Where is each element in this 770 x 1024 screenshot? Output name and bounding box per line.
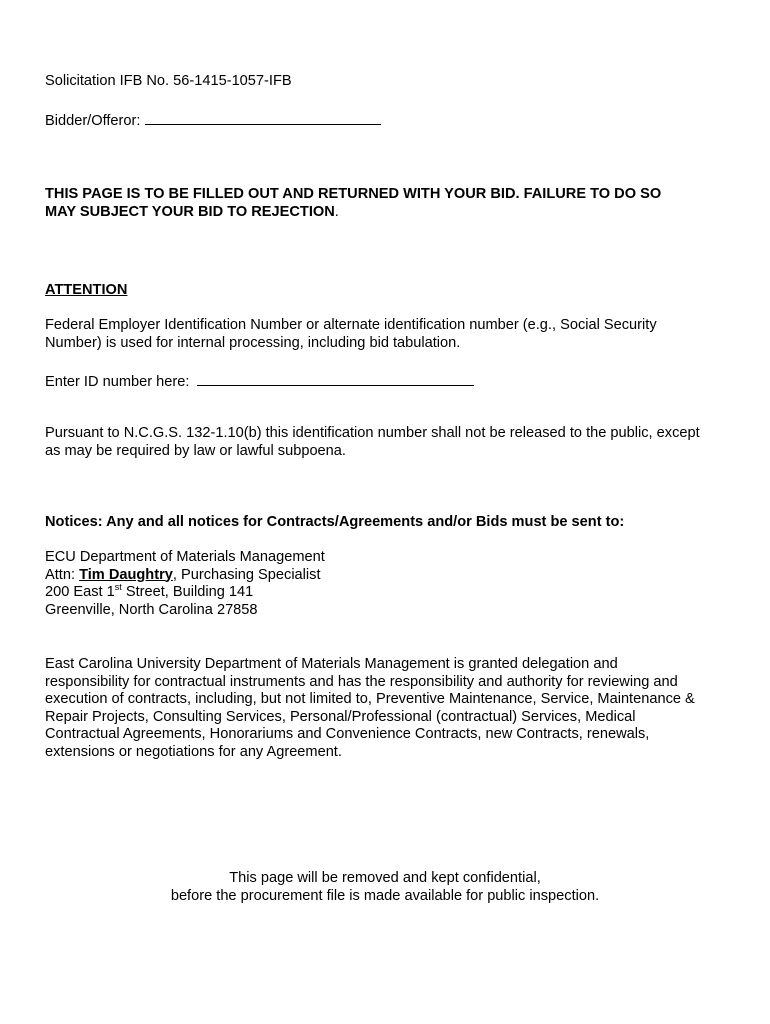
address-city: Greenville, North Carolina 27858 (45, 601, 258, 618)
fein-description: Federal Employer Identification Number or alternate identification number (e.g., Social Security Number) is used for internal processing, including bid tabulation. (45, 317, 657, 351)
address-department: ECU Department of Materials Management (45, 549, 325, 565)
warning-notice: THIS PAGE IS TO BE FILLED OUT AND RETURNED WITH YOUR BID. FAILURE TO DO SO MAY SUBJECT YOUR BID TO REJECTION. (45, 186, 662, 220)
attention-heading: ATTENTION (45, 282, 128, 298)
bidder-offeror-line (45, 110, 735, 131)
contact-name: Tim Daughtry (79, 566, 173, 583)
address-attn: Attn: Tim Daughtry, Purchasing Specialist (45, 566, 321, 583)
id-number-field[interactable] (197, 371, 474, 386)
delegation-paragraph: East Carolina University Department of Materials Management is granted delegation and responsibility for contractual instruments and has the responsibility and authority for reviewing and execution of contracts, including, but not limited to, Preventive Maintenance, Service, Maintenance & Repair Projects, Consulting Services, Personal/Professional (contractual) Services, Medical Contractual Agreements, Honorariums and Convenience Contracts, new Contracts, renewals, extensions or negotiations for any Agreement. (45, 656, 695, 760)
pursuant-statement: Pursuant to N.C.G.S. 132-1.10(b) this identification number shall not be released to the public, except as may be required by law or lawful subpoena. (45, 425, 700, 459)
notice-address (45, 549, 735, 619)
id-number-line (45, 371, 735, 392)
address-street: 200 East 1st Street, Building 141 (45, 582, 254, 600)
solicitation-number: Solicitation IFB No. 56-1415-1057-IFB (45, 73, 292, 89)
notices-heading: Notices: Any and all notices for Contracts/Agreements and/or Bids must be sent to: (45, 514, 625, 530)
bidder-label: Bidder/Offeror: (45, 113, 141, 129)
bidder-offeror-field[interactable] (145, 110, 381, 125)
id-number-label: Enter ID number here: (45, 374, 190, 390)
confidential-footer: This page will be removed and kept confidential, before the procurement file is made available for public inspection. (170, 870, 600, 904)
